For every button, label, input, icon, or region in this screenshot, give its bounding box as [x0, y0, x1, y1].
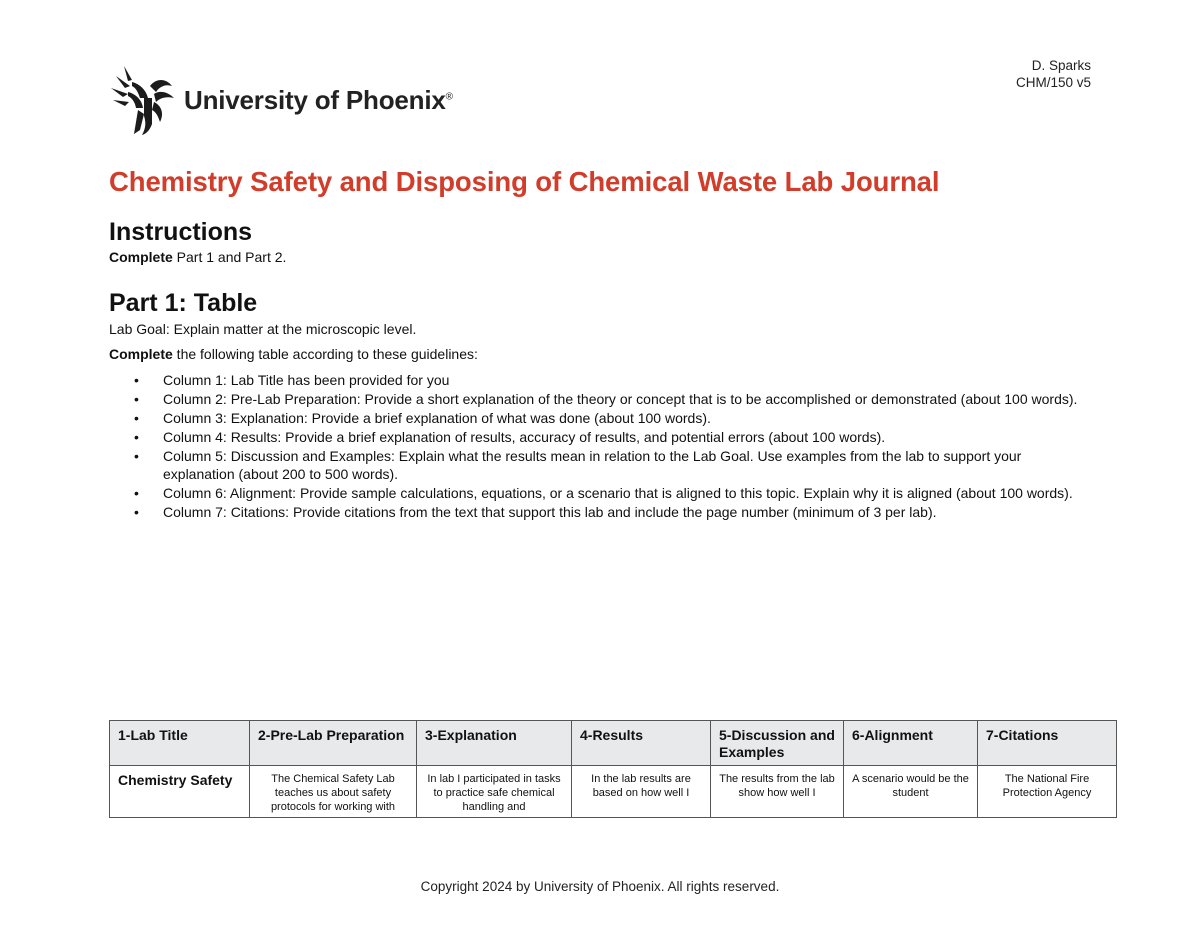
instructions-heading: Instructions — [109, 218, 253, 246]
course-code: CHM/150 v5 — [1015, 75, 1091, 90]
column-header: 4-Results — [572, 721, 711, 766]
lab-journal-table — [109, 720, 1117, 818]
table-cell-prelab[interactable]: The Chemical Safety Lab teaches us about safety protocols for working with — [250, 766, 417, 818]
list-item: • Column 3: Explanation: Provide a brief explanation of what was done (about 100 words). — [134, 410, 711, 426]
table-cell-alignment[interactable]: A scenario would be the student — [844, 766, 978, 818]
list-item: • Column 1: Lab Title has been provided for you — [134, 372, 450, 388]
list-item: • Column 4: Results: Provide a brief explanation of results, accuracy of results, and potential errors (about 100 words). — [134, 429, 886, 445]
list-item: • Column 7: Citations: Provide citations from the text that support this lab and include the page number (minimum of 3 per lab). — [134, 504, 937, 520]
column-header: 5-Discussion and Examples — [711, 721, 844, 766]
table-cell-discussion[interactable]: The results from the lab show how well I — [711, 766, 844, 818]
column-header: 1-Lab Title — [110, 721, 250, 766]
column-header: 7-Citations — [978, 721, 1117, 766]
list-item: • Column 6: Alignment: Provide sample calculations, equations, or a scenario that is aligned to this topic. Explain why it is aligned (about 100 words). — [134, 485, 1073, 501]
document-header-meta — [1016, 57, 1091, 91]
lab-goal: Lab Goal: Explain matter at the microscopic level. — [109, 321, 417, 337]
author-name: D. Sparks — [1031, 58, 1091, 73]
table-header-row — [110, 721, 1117, 766]
list-item: • Column 2: Pre-Lab Preparation: Provide a short explanation of the theory or concept that is to be accomplished or demonstrated (about 100 words). — [134, 391, 1078, 407]
part1-heading: Part 1: Table — [109, 289, 258, 317]
table-cell-explanation[interactable]: In lab I participated in tasks to practice safe chemical handling and — [417, 766, 572, 818]
table-cell-results[interactable]: In the lab results are based on how well I — [572, 766, 711, 818]
guidelines-list — [109, 371, 1089, 521]
column-header: 2-Pre-Lab Preparation — [250, 721, 417, 766]
document-body — [109, 164, 1089, 522]
table-cell-citations[interactable]: The National Fire Protection Agency — [978, 766, 1117, 818]
instructions-text: Complete Part 1 and Part 2. — [109, 249, 287, 265]
table-cell-lab-title[interactable]: Chemistry Safety — [110, 766, 250, 818]
table-row — [110, 766, 1117, 818]
guidelines-intro: Complete the following table according to these guidelines: — [109, 346, 478, 362]
column-header: 6-Alignment — [844, 721, 978, 766]
page-title: Chemistry Safety and Disposing of Chemical Waste Lab Journal — [109, 166, 940, 197]
university-name: University of Phoenix® — [184, 84, 453, 115]
column-header: 3-Explanation — [417, 721, 572, 766]
university-logo — [110, 64, 453, 136]
phoenix-bird-icon — [110, 64, 178, 136]
list-item: • Column 5: Discussion and Examples: Explain what the results mean in relation to the Lab Goal. Use examples from the lab to support your explanation (about 200 to 500 words). — [134, 448, 1022, 482]
copyright-footer: Copyright 2024 by University of Phoenix. All rights reserved. — [420, 879, 780, 894]
